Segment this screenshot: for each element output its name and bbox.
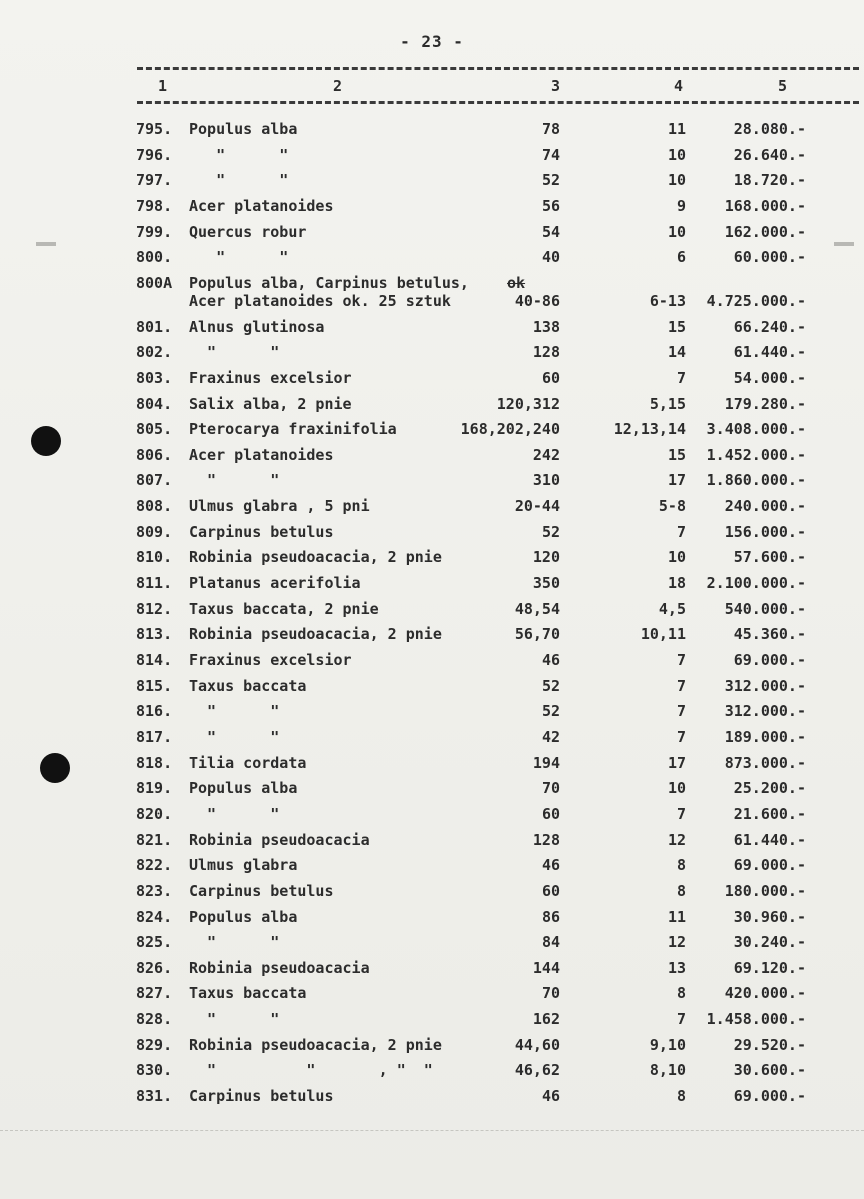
amount-value: 28.080.-	[733, 120, 806, 138]
height-value: 8	[676, 881, 686, 900]
amount-value: 3.408.000.-	[706, 420, 806, 439]
species-name: Taxus baccata	[189, 676, 307, 695]
species-name: Ulmus glabra , 5 pni	[189, 497, 370, 516]
species-name: Quercus robur	[189, 222, 307, 241]
column-header-3: 3	[551, 77, 561, 95]
row-number: 822.	[136, 856, 173, 875]
table-row-continuation	[0, 290, 864, 312]
diameter-value: 56	[541, 196, 560, 215]
amount-value: 18.720.-	[733, 171, 806, 190]
amount-value: 168.000.-	[724, 196, 806, 215]
species-name: Carpinus betulus	[189, 881, 334, 900]
height-value: 7	[676, 804, 686, 823]
diameter-value: 168,202,240	[460, 420, 560, 439]
amount-value: 420.000.-	[724, 984, 806, 1003]
height-value: 10	[667, 222, 686, 241]
row-number: 810.	[136, 548, 173, 567]
height-value: 15	[667, 445, 686, 464]
amount-value: 69.120.-	[733, 958, 806, 977]
amount-value: 30.600.-	[733, 1061, 806, 1080]
diameter-value: 52	[541, 676, 560, 695]
table-row	[0, 777, 864, 799]
table-row	[0, 1085, 864, 1107]
species-name: Alnus glutinosa	[189, 317, 325, 336]
table-row	[0, 906, 864, 928]
diameter-value: 42	[541, 727, 560, 746]
height-value: 11	[667, 907, 686, 926]
height-value: 7	[676, 702, 686, 721]
diameter-value: 194	[532, 753, 560, 772]
table-row	[0, 221, 864, 243]
table-row	[0, 829, 864, 851]
diameter-value: 60	[541, 881, 560, 900]
diameter-value: 128	[532, 343, 560, 362]
row-number: 798.	[136, 196, 173, 215]
amount-value: 60.000.-	[733, 248, 806, 267]
row-number: 831.	[136, 1087, 173, 1106]
height-value: 7	[676, 651, 686, 669]
table-row	[0, 623, 864, 645]
height-value: 17	[667, 471, 686, 490]
height-value: 7	[676, 676, 686, 695]
height-value: 12,13,14	[613, 420, 686, 439]
amount-value: 69.000.-	[733, 651, 806, 669]
diameter-value: 138	[532, 317, 560, 336]
row-number: 805.	[136, 420, 173, 439]
column-header-4: 4	[674, 77, 684, 95]
amount-value: 54.000.-	[733, 368, 806, 387]
height-value: 15	[667, 317, 686, 336]
height-value: 10,11	[640, 625, 686, 644]
species-name: Acer platanoides	[189, 196, 334, 215]
species-name: Acer platanoides	[189, 445, 334, 464]
diameter-value: 46	[541, 856, 560, 875]
height-value: 6-13	[649, 291, 686, 310]
height-value: 5-8	[658, 497, 686, 516]
row-number: 800A	[136, 273, 173, 292]
table-row	[0, 1059, 864, 1081]
species-name: Robinia pseudoacacia	[189, 958, 370, 977]
diameter-value: 56,70	[514, 625, 560, 644]
table-row	[0, 169, 864, 191]
row-number: 807.	[136, 471, 173, 490]
diameter-value: 60	[541, 368, 560, 387]
table-row	[0, 880, 864, 902]
diameter-value: 46	[541, 651, 560, 669]
amount-value: 66.240.-	[733, 317, 806, 336]
row-number: 808.	[136, 497, 173, 516]
column-header-1: 1	[158, 77, 168, 95]
table-row	[0, 982, 864, 1004]
column-header-5: 5	[778, 77, 788, 95]
amount-value: 61.440.-	[733, 343, 806, 362]
height-value: 10	[667, 171, 686, 190]
diameter-value: 54	[541, 222, 560, 241]
diameter-value: 350	[532, 574, 560, 593]
amount-value: 179.280.-	[724, 394, 806, 413]
table-row	[0, 495, 864, 517]
row-number: 802.	[136, 343, 173, 362]
row-number: 823.	[136, 881, 173, 900]
height-value: 7	[676, 727, 686, 746]
height-value: 17	[667, 753, 686, 772]
diameter-value: 242	[532, 445, 560, 464]
diameter-value: 84	[541, 933, 560, 952]
species-name: Populus alba	[189, 120, 298, 138]
diameter-value: 20-44	[514, 497, 560, 516]
amount-value: 1.452.000.-	[706, 445, 806, 464]
row-number: 804.	[136, 394, 173, 413]
table-row	[0, 803, 864, 825]
row-number: 811.	[136, 574, 173, 593]
table-row	[0, 469, 864, 491]
diameter-value: 40-86	[514, 291, 560, 310]
height-value: 7	[676, 1010, 686, 1029]
table-row	[0, 1034, 864, 1056]
row-number: 797.	[136, 171, 173, 190]
table-row	[0, 752, 864, 774]
table-row	[0, 118, 864, 140]
amount-value: 312.000.-	[724, 676, 806, 695]
amount-value: 2.100.000.-	[706, 574, 806, 593]
punch-hole	[31, 426, 61, 456]
scan-edge-mark	[834, 242, 854, 246]
height-value: 10	[667, 779, 686, 798]
height-value: 8	[676, 1087, 686, 1106]
diameter-value: 46	[541, 1087, 560, 1106]
table-row	[0, 931, 864, 953]
row-number: 816.	[136, 702, 173, 721]
amount-value: 30.960.-	[733, 907, 806, 926]
amount-value: 162.000.-	[724, 222, 806, 241]
row-number: 800.	[136, 248, 173, 267]
page-number: - 23 -	[400, 32, 464, 51]
amount-value: 1.458.000.-	[706, 1010, 806, 1029]
species-name: Robinia pseudoacacia	[189, 830, 370, 849]
species-name: " "	[189, 933, 280, 952]
table-row	[0, 572, 864, 594]
height-value: 9	[676, 196, 686, 215]
row-number: 827.	[136, 984, 173, 1003]
species-name: " "	[189, 145, 289, 164]
row-number: 820.	[136, 804, 173, 823]
amount-value: 189.000.-	[724, 727, 806, 746]
height-value: 10	[667, 548, 686, 567]
amount-value: 25.200.-	[733, 779, 806, 798]
row-number: 812.	[136, 599, 173, 618]
row-number: 809.	[136, 522, 173, 541]
row-number: 806.	[136, 445, 173, 464]
species-name: " "	[189, 471, 280, 490]
amount-value: 21.600.-	[733, 804, 806, 823]
amount-value: 540.000.-	[724, 599, 806, 618]
diameter-value: 52	[541, 171, 560, 190]
height-value: 7	[676, 522, 686, 541]
species-name: " "	[189, 702, 280, 721]
species-name: Robinia pseudoacacia, 2 pnie	[189, 1035, 442, 1054]
row-number: 825.	[136, 933, 173, 952]
species-name: Populus alba	[189, 779, 298, 798]
diameter-value: 60	[541, 804, 560, 823]
diameter-value: 46,62	[514, 1061, 560, 1080]
table-row	[0, 675, 864, 697]
height-value: 11	[667, 120, 686, 138]
diameter-value: 70	[541, 984, 560, 1003]
height-value: 8	[676, 856, 686, 875]
amount-value: 873.000.-	[724, 753, 806, 772]
struck-text: ok	[507, 273, 526, 292]
row-number: 826.	[136, 958, 173, 977]
table-row	[0, 195, 864, 217]
height-value: 8	[676, 984, 686, 1003]
species-name: " "	[189, 248, 289, 267]
row-number: 795.	[136, 120, 173, 138]
diameter-value: 120	[532, 548, 560, 567]
amount-value: 29.520.-	[733, 1035, 806, 1054]
diameter-value: 78	[541, 120, 560, 138]
table-row	[0, 316, 864, 338]
row-number: 824.	[136, 907, 173, 926]
table-row	[0, 726, 864, 748]
amount-value: 30.240.-	[733, 933, 806, 952]
diameter-value: 74	[541, 145, 560, 164]
diameter-value: 162	[532, 1010, 560, 1029]
diameter-value: 44,60	[514, 1035, 560, 1054]
table-row	[0, 418, 864, 440]
species-name: Populus alba, Carpinus betulus,	[189, 273, 469, 292]
diameter-value: 52	[541, 702, 560, 721]
diameter-value: 128	[532, 830, 560, 849]
row-number: 815.	[136, 676, 173, 695]
diameter-value: 86	[541, 907, 560, 926]
table-row	[0, 598, 864, 620]
height-value: 12	[667, 830, 686, 849]
height-value: 18	[667, 574, 686, 593]
species-name: Pterocarya fraxinifolia	[189, 420, 397, 439]
diameter-value: 310	[532, 471, 560, 490]
table-row	[0, 1008, 864, 1030]
height-value: 12	[667, 933, 686, 952]
row-number: 828.	[136, 1010, 173, 1029]
table-row	[0, 341, 864, 363]
amount-value: 61.440.-	[733, 830, 806, 849]
table-row	[0, 649, 864, 671]
species-name: Salix alba, 2 pnie	[189, 394, 352, 413]
amount-value: 57.600.-	[733, 548, 806, 567]
height-value: 4,5	[658, 599, 686, 618]
header-top-rule	[137, 67, 859, 70]
table-row	[0, 521, 864, 543]
species-name: Ulmus glabra	[189, 856, 298, 875]
row-number: 819.	[136, 779, 173, 798]
amount-value: 69.000.-	[733, 1087, 806, 1106]
scan-edge-mark	[36, 242, 56, 246]
height-value: 8,10	[649, 1061, 686, 1080]
species-name: Carpinus betulus	[189, 1087, 334, 1106]
table-row	[0, 700, 864, 722]
species-name: " "	[189, 343, 280, 362]
species-name-continued: Acer platanoides ok. 25 sztuk	[189, 291, 451, 310]
header-bottom-rule	[137, 101, 859, 104]
amount-value: 180.000.-	[724, 881, 806, 900]
punch-hole	[40, 753, 70, 783]
table-row	[0, 144, 864, 166]
table-row	[0, 957, 864, 979]
diameter-value: 40	[541, 248, 560, 267]
row-number: 799.	[136, 222, 173, 241]
table-row	[0, 546, 864, 568]
table-row	[0, 246, 864, 268]
species-name: " "	[189, 804, 280, 823]
table-row	[0, 854, 864, 876]
table-row	[0, 444, 864, 466]
amount-value: 312.000.-	[724, 702, 806, 721]
species-name: Taxus baccata	[189, 984, 307, 1003]
row-number: 818.	[136, 753, 173, 772]
species-name: Fraxinus excelsior	[189, 368, 352, 387]
amount-value: 69.000.-	[733, 856, 806, 875]
height-value: 9,10	[649, 1035, 686, 1054]
diameter-value: 48,54	[514, 599, 560, 618]
row-number: 796.	[136, 145, 173, 164]
diameter-value: 144	[532, 958, 560, 977]
diameter-value: 120,312	[496, 394, 560, 413]
species-name: Populus alba	[189, 907, 298, 926]
species-name: " "	[189, 727, 280, 746]
height-value: 13	[667, 958, 686, 977]
table-row	[0, 393, 864, 415]
species-name: " "	[189, 1010, 280, 1029]
amount-value: 45.360.-	[733, 625, 806, 644]
row-number: 813.	[136, 625, 173, 644]
diameter-value: 52	[541, 522, 560, 541]
row-number: 814.	[136, 651, 173, 669]
height-value: 14	[667, 343, 686, 362]
scan-artifact-line	[0, 1130, 864, 1131]
species-name: Taxus baccata, 2 pnie	[189, 599, 379, 618]
amount-value: 156.000.-	[724, 522, 806, 541]
species-name: Tilia cordata	[189, 753, 307, 772]
row-number: 801.	[136, 317, 173, 336]
species-name: Carpinus betulus	[189, 522, 334, 541]
row-number: 803.	[136, 368, 173, 387]
row-number: 821.	[136, 830, 173, 849]
row-number: 830.	[136, 1061, 173, 1080]
species-name: Fraxinus excelsior	[189, 651, 352, 669]
amount-value: 4.725.000.-	[706, 291, 806, 310]
amount-value: 1.860.000.-	[706, 471, 806, 490]
species-name: " " , " "	[189, 1061, 433, 1080]
species-name: " "	[189, 171, 289, 190]
amount-value: 240.000.-	[724, 497, 806, 516]
species-name: Robinia pseudoacacia, 2 pnie	[189, 548, 442, 567]
amount-value: 26.640.-	[733, 145, 806, 164]
species-name: Platanus acerifolia	[189, 574, 361, 593]
height-value: 6	[676, 248, 686, 267]
column-header-2: 2	[333, 77, 343, 95]
table-row	[0, 367, 864, 389]
height-value: 5,15	[649, 394, 686, 413]
diameter-value: 70	[541, 779, 560, 798]
height-value: 7	[676, 368, 686, 387]
species-name: Robinia pseudoacacia, 2 pnie	[189, 625, 442, 644]
row-number: 817.	[136, 727, 173, 746]
row-number: 829.	[136, 1035, 173, 1054]
height-value: 10	[667, 145, 686, 164]
